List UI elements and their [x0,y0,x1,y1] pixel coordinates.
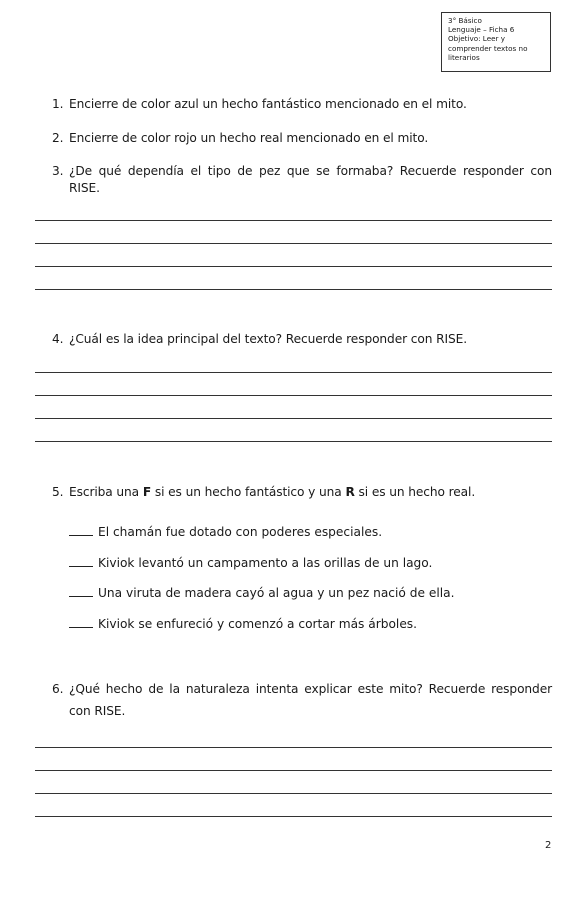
answer-line[interactable] [35,220,552,221]
answer-line[interactable] [35,747,552,748]
question-6 [52,678,552,722]
question-text: Escriba una F si es un hecho fantástico y una R si es un hecho real. [69,485,476,499]
subject-label: Lenguaje – Ficha 6 [448,25,515,35]
statement-text: Kiviok levantó un campamento a las orillas de un lago. [98,556,433,570]
grade-label: 3° Básico [448,16,482,25]
answer-blank[interactable] [69,616,93,628]
answer-line[interactable] [35,289,552,290]
answer-blank[interactable] [69,524,93,536]
answer-line[interactable] [35,793,552,794]
answer-line[interactable] [35,770,552,771]
question-4 [52,331,552,348]
question-text: Encierre de color rojo un hecho real mencionado en el mito. [69,131,429,145]
statement-item [69,524,382,541]
question-3 [52,163,552,197]
answer-blank[interactable] [69,585,93,597]
statement-item [69,616,417,633]
question-text: ¿Cuál es la idea principal del texto? Recuerde responder con RISE. [69,332,468,346]
question-2 [52,130,552,147]
answer-line[interactable] [35,395,552,396]
statement-text: Kiviok se enfureció y comenzó a cortar más árboles. [98,617,418,631]
question-number: 2. [52,131,64,145]
statement-text: Una viruta de madera cayó al agua y un pez nació de ella. [98,586,455,600]
question-text: Encierre de color azul un hecho fantástico mencionado en el mito. [69,97,467,111]
answer-line[interactable] [35,816,552,817]
answer-blank[interactable] [69,555,93,567]
question-number: 6. [52,682,64,696]
answer-line[interactable] [35,243,552,244]
question-number: 5. [52,485,64,499]
question-5 [52,484,552,501]
answer-line[interactable] [35,266,552,267]
letter-f: F [142,485,152,499]
question-1 [52,96,552,113]
letter-r: R [345,485,355,499]
page-number: 2 [545,840,552,851]
statement-item [69,585,454,602]
answer-line[interactable] [35,441,552,442]
answer-line[interactable] [35,418,552,419]
question-number: 3. [52,164,64,178]
question-number: 1. [52,97,64,111]
objective-label: Objetivo: Leer y comprender textos no literarios [448,34,528,62]
worksheet-info-box [441,12,551,72]
answer-line[interactable] [35,372,552,373]
statement-text: El chamán fue dotado con poderes especiales. [98,525,383,539]
question-text: ¿De qué dependía el tipo de pez que se formaba? Recuerde responder con RISE. [69,164,552,195]
question-number: 4. [52,332,64,346]
question-text: ¿Qué hecho de la naturaleza intenta explicar este mito? Recuerde responder con RISE. [69,682,552,718]
statement-item [69,555,432,572]
